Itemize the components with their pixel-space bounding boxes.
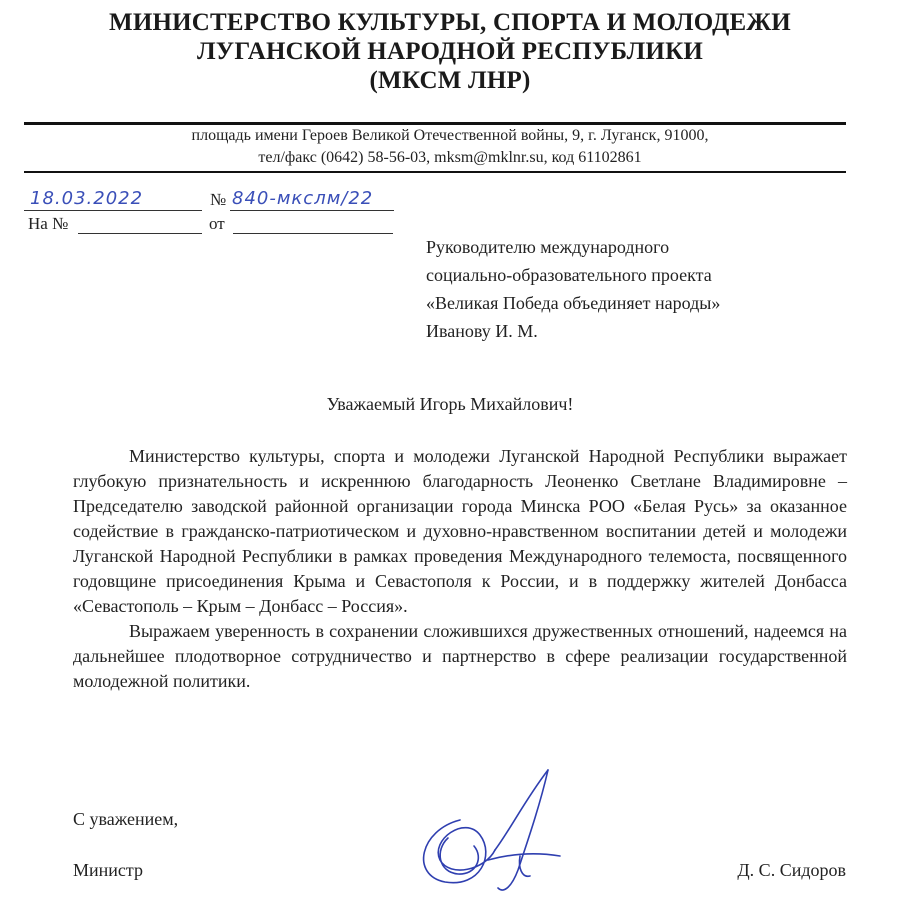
addressee-block xyxy=(426,233,720,345)
address-line2: тел/факс (0642) 58-56-03, mksm@mklnr.su, код 61102861 xyxy=(258,149,642,166)
letter-body xyxy=(73,444,847,694)
handwritten-signature xyxy=(400,760,580,900)
addressee-line4: Иванову И. М. xyxy=(426,321,538,341)
reference-date-label: от xyxy=(209,214,225,233)
outgoing-number: 840-мкслм/22 xyxy=(232,188,374,209)
letterhead-address xyxy=(0,125,900,169)
reference-date-field xyxy=(233,233,393,234)
addressee-line2: социально-образовательного проекта xyxy=(426,265,712,285)
signatory-role: Министр xyxy=(73,860,143,880)
signatory-name: Д. С. Сидоров xyxy=(737,860,846,880)
salutation: Уважаемый Игорь Михайлович! xyxy=(326,394,574,414)
reference-number-label: На № xyxy=(28,214,69,233)
letterhead-title xyxy=(0,8,900,95)
org-name-line1: МИНИСТЕРСТВО КУЛЬТУРЫ, СПОРТА И МОЛОДЕЖИ xyxy=(109,9,791,36)
letterhead-bottom-rule xyxy=(24,171,846,173)
closing-phrase: С уважением, xyxy=(73,809,179,829)
body-paragraph-1: Министерство культуры, спорта и молодежи Луганской Народной Республики выражает глубокую признательность и искреннюю благодарность Леоненко Светлане Владимировне – Председателю заводской районной организации города Минска РОО «Белая Русь» за оказанное содействие в гражданско-патриотическом и духовно-нравственном воспитании детей и молодежи Луганской Народной Республики в рамках проведения Международного телемоста, посвященного годовщине присоединения Крыма и Севастополя к России, и в поддержку жителей Донбасса «Севастополь – Крым – Донбасс – Россия». xyxy=(73,446,847,616)
reference-number-field xyxy=(78,233,202,234)
body-paragraph-2: Выражаем уверенность в сохранении сложившихся дружественных отношений, надеемся на дальнейшее плодотворное сотрудничество и партнерство в сфере реализации государственной молодежной политики. xyxy=(73,621,847,691)
org-name-line2: ЛУГАНСКОЙ НАРОДНОЙ РЕСПУБЛИКИ xyxy=(196,38,704,65)
addressee-line3: «Великая Победа объединяет народы» xyxy=(426,293,721,313)
outgoing-date: 18.03.2022 xyxy=(30,188,144,209)
number-underline xyxy=(230,210,394,211)
addressee-line1: Руководителю международного xyxy=(426,237,670,257)
number-label: № xyxy=(210,190,227,209)
org-abbreviation: (МКСМ ЛНР) xyxy=(369,67,531,94)
address-line1: площадь имени Героев Великой Отечественной войны, 9, г. Луганск, 91000, xyxy=(191,127,709,144)
date-underline xyxy=(24,210,202,211)
